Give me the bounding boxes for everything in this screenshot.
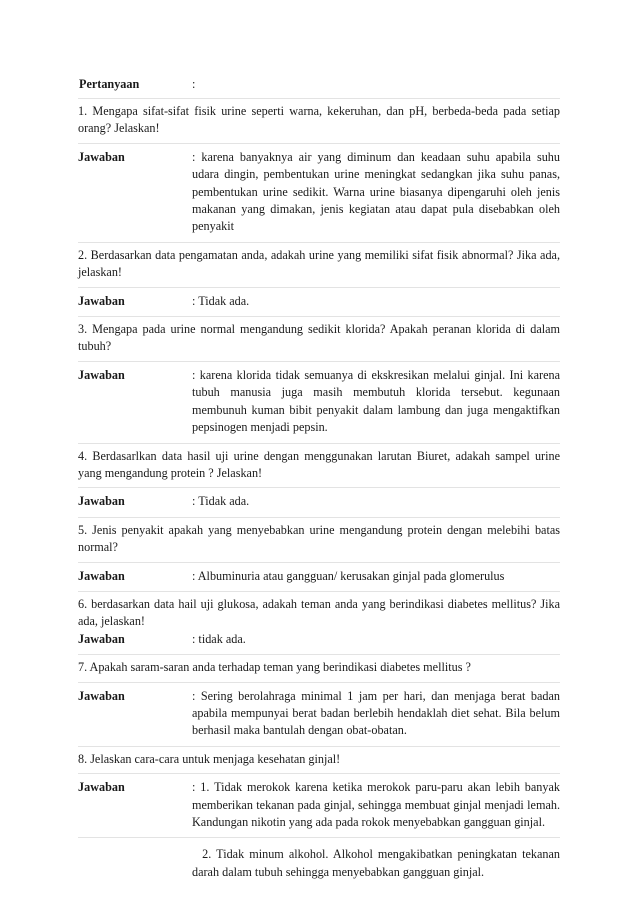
answer-8-continued: 2. Tidak minum alkohol. Alkohol mengakibatkan peningkatan tekanan darah dalam tubuh sehingga menyebabkan gangguan ginjal. [192,847,564,879]
header-colon: : [192,77,196,91]
answer-1: : karena banyaknya air yang diminum dan keadaan suhu apabila suhu udara dingin, pembentukan urine meningkat sedangkan jika suhu panas, pembentukan urine sedikit. Warna urine biasanya dipengaruhi oleh jenis makanan yang dimakan, jenis kegiatan atau dapat pula disebabkan oleh penyakit [192,149,560,234]
answer-row-5 [78,562,560,591]
answer-row-8-continued [78,837,564,887]
qa-list [78,98,564,887]
question-3: 3. Mengapa pada urine normal mengandung sedikit klorida? Apakah peranan klorida di dalam tubuh? [78,316,560,361]
answer-4: : Tidak ada. [192,494,250,509]
answer-label: Jawaban [78,149,125,164]
answer-label: Jawaban [78,494,125,509]
answer-row-4 [78,487,560,516]
answer-7: : Sering berolahraga minimal 1 jam per hari, dan menjaga berat badan apabila mempunyai berat badan berlebih hendaklah diet sehat. Bila belum berhasil maka bantulah dengan obat-obatan. [192,688,560,738]
answer-3: : karena klorida tidak semuanya di ekskresikan melalui ginjal. Ini karena tubuh manusia juga masih membutuh klorida tersebut. kegunaan membunuh kuman bibit penyakit dalam lambung dan juga mengaktifkan pepsinogen menjadi pepsin. [192,367,560,435]
answer-label: Jawaban [78,568,125,583]
answer-label: Jawaban [78,367,125,382]
answer-6: : tidak ada. [192,631,246,646]
answer-row-8 [78,773,560,837]
answer-row-1 [78,143,560,242]
answer-row-7 [78,682,560,746]
question-7: 7. Apakah saram-saran anda terhadap teman yang berindikasi diabetes mellitus ? [78,654,560,681]
answer-label: Jawaban [78,688,125,703]
question-8: 8. Jelaskan cara-cara untuk menjaga kesehatan ginjal! [78,746,560,773]
answer-5: : Albuminuria atau gangguan/ kerusakan ginjal pada glomerulus [192,568,505,583]
answer-label: Jawaban [78,780,125,795]
question-2: 2. Berdasarkan data pengamatan anda, adakah urine yang memiliki sifat fisik abnormal? Jika ada, jelaskan! [78,242,560,287]
answer-8: : 1. Tidak merokok karena ketika merokok paru-paru akan lebih banyak memberikan tekanan pada ginjal, sehingga membuat ginjal menjadi lemah. Kandungan nikotin yang ada pada rokok menyebabkan gangguan ginjal. [192,780,560,829]
answer-row-6 [78,631,560,654]
question-4: 4. Berdasarlkan data hasil uji urine dengan menggunakan larutan Biuret, adakah sampel urine yang mengandung protein ? Jelaskan! [78,443,560,488]
answer-label: Jawaban [78,631,125,646]
answer-2: : Tidak ada. [192,293,250,308]
header-label: Pertanyaan [79,77,140,91]
question-5: 5. Jenis penyakit apakah yang menyebabkan urine mengandung protein dengan melebihi batas normal? [78,517,560,562]
answer-row-3 [78,361,560,443]
answer-label: Jawaban [78,293,125,308]
answer-row-2 [78,287,560,316]
question-1: 1. Mengapa sifat-sifat fisik urine seperti warna, kekeruhan, dan pH, berbeda-beda pada setiap orang? Jelaskan! [78,98,560,143]
question-6: 6. berdasarkan data hail uji glukosa, adakah teman anda yang berindikasi diabetes mellitus? Jika ada, jelaskan! [78,591,560,631]
